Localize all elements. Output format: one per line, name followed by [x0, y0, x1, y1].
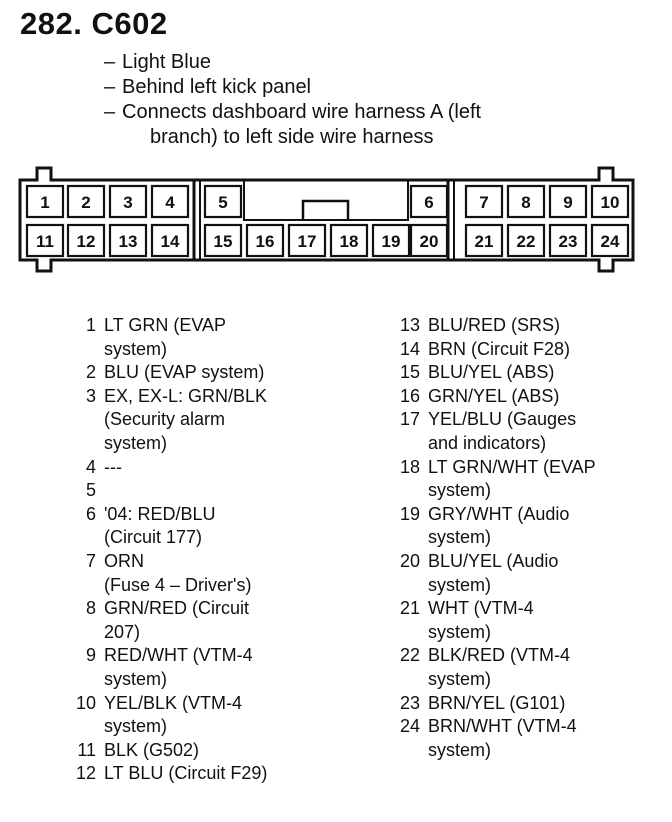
wire-list-right [390, 314, 670, 762]
wire-description: EX, EX-L: GRN/BLK (Security alarm system) [104, 385, 268, 453]
wire-entry [66, 361, 366, 385]
wire-description: LT GRN/WHT (EVAP system) [428, 456, 596, 501]
wire-entry [390, 408, 670, 455]
pin-label: 5 [218, 193, 228, 212]
wire-description: YEL/BLK (VTM-4 system) [104, 692, 243, 737]
wire-pin-number: 14 [399, 338, 420, 359]
wire-entry [66, 597, 366, 644]
wire-pin-number: 18 [399, 456, 420, 477]
note-dash: – [104, 101, 116, 123]
wire-description: GRY/WHT (Audio system) [428, 503, 570, 548]
wire-entry [390, 456, 670, 503]
wire-entry [390, 597, 670, 644]
wire-description: LT BLU (Circuit F29) [104, 763, 268, 784]
wire-pin-number: 3 [85, 385, 96, 406]
pin-label: 24 [600, 232, 620, 251]
wire-pin-number: 2 [85, 362, 96, 383]
wire-entry [390, 692, 670, 716]
wire-entry [390, 503, 670, 550]
pin-label: 11 [36, 232, 54, 251]
pin-label: 7 [479, 193, 489, 212]
wire-description: BRN/YEL (G101) [428, 692, 566, 713]
wire-pin-number: 22 [399, 645, 420, 666]
note-connects: – Connects dashboard wire harness A (left [104, 101, 482, 123]
wire-entry [390, 385, 670, 409]
note-dash: – [104, 51, 116, 73]
wire-description: BLU (EVAP system) [104, 362, 265, 383]
pin-label: 16 [255, 232, 275, 251]
pin-label: 8 [521, 193, 531, 212]
wire-pin-number: 7 [85, 550, 96, 571]
wire-pin-number: 10 [75, 692, 96, 713]
wire-entry [66, 456, 366, 480]
wire-description: BLU/YEL (Audio system) [428, 550, 559, 595]
wire-entry [66, 692, 366, 739]
pin-label: 13 [118, 232, 138, 251]
wire-description: BLK/RED (VTM-4 system) [428, 645, 571, 689]
wire-description [104, 479, 366, 503]
wire-pin-number: 4 [85, 456, 96, 477]
wire-pin-number: 17 [399, 409, 420, 430]
wire-pin-number: 15 [399, 362, 420, 383]
pin-label: 17 [297, 232, 317, 251]
pin-label: 4 [165, 193, 175, 212]
locking-tab [303, 201, 348, 220]
pin-label: 14 [160, 232, 180, 251]
wire-entry [66, 739, 366, 763]
wire-description: GRN/RED (Circuit 207) [104, 598, 250, 642]
note-location: – Behind left kick panel [104, 76, 312, 98]
wire-pin-number: 16 [399, 385, 420, 406]
pin-label: 2 [81, 193, 91, 212]
wire-description: BLK (G502) [104, 739, 200, 760]
connector-title: 282. C602 [20, 6, 168, 41]
wire-description: --- [104, 456, 122, 477]
wire-description: GRN/YEL (ABS) [428, 385, 560, 406]
wire-pin-number: 19 [399, 503, 420, 524]
wire-pin-number: 20 [399, 550, 420, 571]
pin-label: 18 [339, 232, 359, 251]
wire-entry [390, 361, 670, 385]
pin-label: 3 [123, 193, 133, 212]
wire-pin-number: 24 [399, 716, 420, 737]
wire-entry [390, 550, 670, 597]
wire-pin-number: 11 [77, 739, 96, 760]
wire-pin-number: 23 [399, 692, 420, 713]
wire-entry [66, 550, 366, 597]
wire-pin-number: 9 [85, 645, 96, 666]
wire-entry [390, 715, 670, 762]
wire-description: BLU/YEL (ABS) [428, 362, 555, 383]
wire-pin-number: 13 [399, 315, 420, 335]
wire-description: BRN/WHT (VTM-4 system) [428, 716, 577, 760]
wire-entry [390, 338, 670, 362]
connector-diagram [0, 0, 672, 300]
wire-entry [66, 503, 366, 550]
pin-label: 10 [600, 193, 620, 212]
wire-entry [390, 644, 670, 691]
pin-label: 9 [563, 193, 573, 212]
wire-entry [390, 314, 670, 338]
wire-description: WHT (VTM-4 system) [428, 598, 534, 642]
wire-pin-number: 21 [399, 598, 420, 619]
wire-entry [66, 644, 366, 691]
pin-label: 20 [419, 232, 439, 251]
pin-label: 6 [424, 193, 434, 212]
wire-entry [66, 385, 366, 456]
wire-description: '04: RED/BLU (Circuit 177) [104, 503, 216, 548]
wire-list-left [66, 314, 366, 786]
wire-pin-number: 5 [85, 480, 96, 501]
wire-entry [66, 479, 366, 503]
wire-description: ORN (Fuse 4 – Driver's) [104, 550, 252, 595]
wire-pin-number: 12 [75, 763, 96, 784]
pin-label: 12 [76, 232, 96, 251]
wire-pin-number: 6 [85, 503, 96, 524]
pin-label: 22 [516, 232, 536, 251]
pin-label: 1 [40, 193, 50, 212]
wire-pin-number: 8 [85, 598, 96, 619]
pin-label: 15 [213, 232, 233, 251]
wire-description: YEL/BLU (Gauges and indicators) [428, 409, 577, 453]
wire-description: LT GRN (EVAP system) [104, 315, 227, 359]
wire-entry [66, 762, 366, 786]
wire-pin-number: 1 [85, 315, 96, 335]
note-dash: – [104, 76, 116, 98]
pin-label: 23 [558, 232, 578, 251]
wire-description: RED/WHT (VTM-4 system) [104, 645, 253, 689]
wire-description: BLU/RED (SRS) [428, 315, 561, 335]
note-connects-cont: branch) to left side wire harness [150, 126, 434, 148]
wire-description: BRN (Circuit F28) [428, 338, 571, 359]
note-color: – Light Blue [104, 51, 211, 73]
pin-label: 21 [474, 232, 494, 251]
wire-entry [66, 314, 366, 361]
pin-label: 19 [381, 232, 401, 251]
